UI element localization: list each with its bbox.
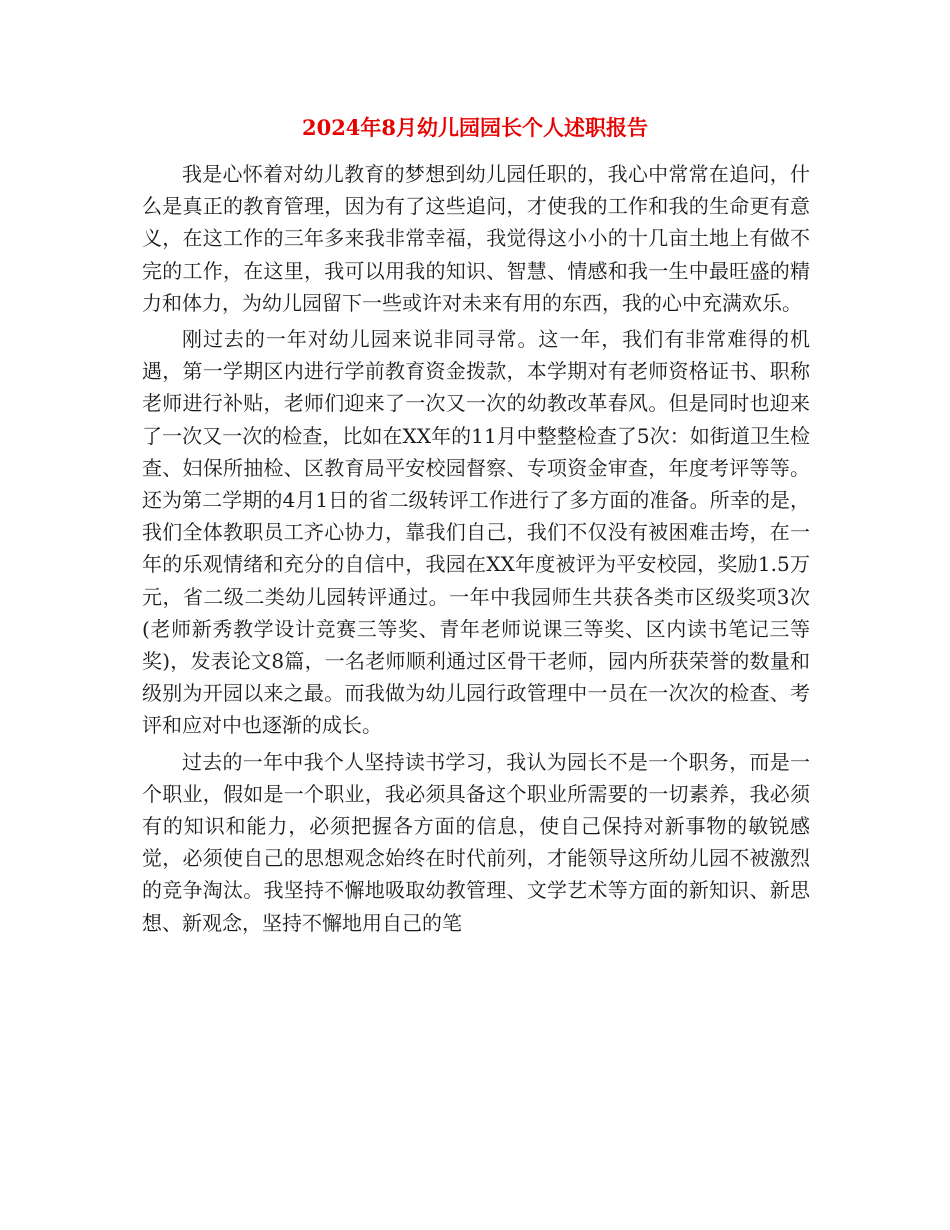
document-body <box>142 158 810 939</box>
document-title: 2024年8月幼儿园园长个人述职报告 <box>301 115 649 140</box>
paragraph-3: 过去的一年中我个人坚持读书学习，我认为园长不是一个职务，而是一个职业，假如是一个职业，我必须具备这个职业所需要的一切素养，我必须有的知识和能力，必须把握各方面的信息，使自己保持对新事物的敏锐感觉，必须使自己的思想观念始终在时代前列，才能领导这所幼儿园不被激烈的竞争淘汰。我坚持不懈地吸取幼教管理、文学艺术等方面的新知识、新思想、新观念，坚持不懈地用自己的笔 <box>142 749 810 935</box>
paragraph-1: 我是心怀着对幼儿教育的梦想到幼儿园任职的，我心中常常在追问，什么是真正的教育管理，因为有了这些追问，才使我的工作和我的生命更有意义，在这工作的三年多来我非常幸福，我觉得这小小的十几亩土地上有做不完的工作，在这里，我可以用我的知识、智慧、情感和我一生中最旺盛的精力和体力，为幼儿园留下一些或许对未来有用的东西，我的心中充满欢乐。 <box>142 162 810 315</box>
paragraph-2: 刚过去的一年对幼儿园来说非同寻常。这一年，我们有非常难得的机遇，第一学期区内进行学前教育资金拨款，本学期对有老师资格证书、职称老师进行补贴，老师们迎来了一次又一次的幼教改革春风。但是同时也迎来了一次又一次的检查，比如在XX年的11月中整整检查了5次：如街道卫生检查、妇保所抽检、区教育局平安校园督察、专项资金审查，年度考评等等。还为第二学期的4月1日的省二级转评工作进行了多方面的准备。所幸的是，我们全体教职员工齐心协力，靠我们自己，我们不仅没有被困难击垮，在一年的乐观情绪和充分的自信中，我园在XX年度被评为平安校园，奖励1.5万元，省二级二类幼儿园转评通过。一年中我园师生共获各类市区级奖项3次(老师新秀教学设计竞赛三等奖、青年老师说课三等奖、区内读书笔记三等奖)，发表论文8篇，一名老师顺利通过区骨干老师，园内所获荣誉的数量和级别为开园以来之最。而我做为幼儿园行政管理中一员在一次次的检查、考评和应对中也逐渐的成长。 <box>142 327 810 738</box>
